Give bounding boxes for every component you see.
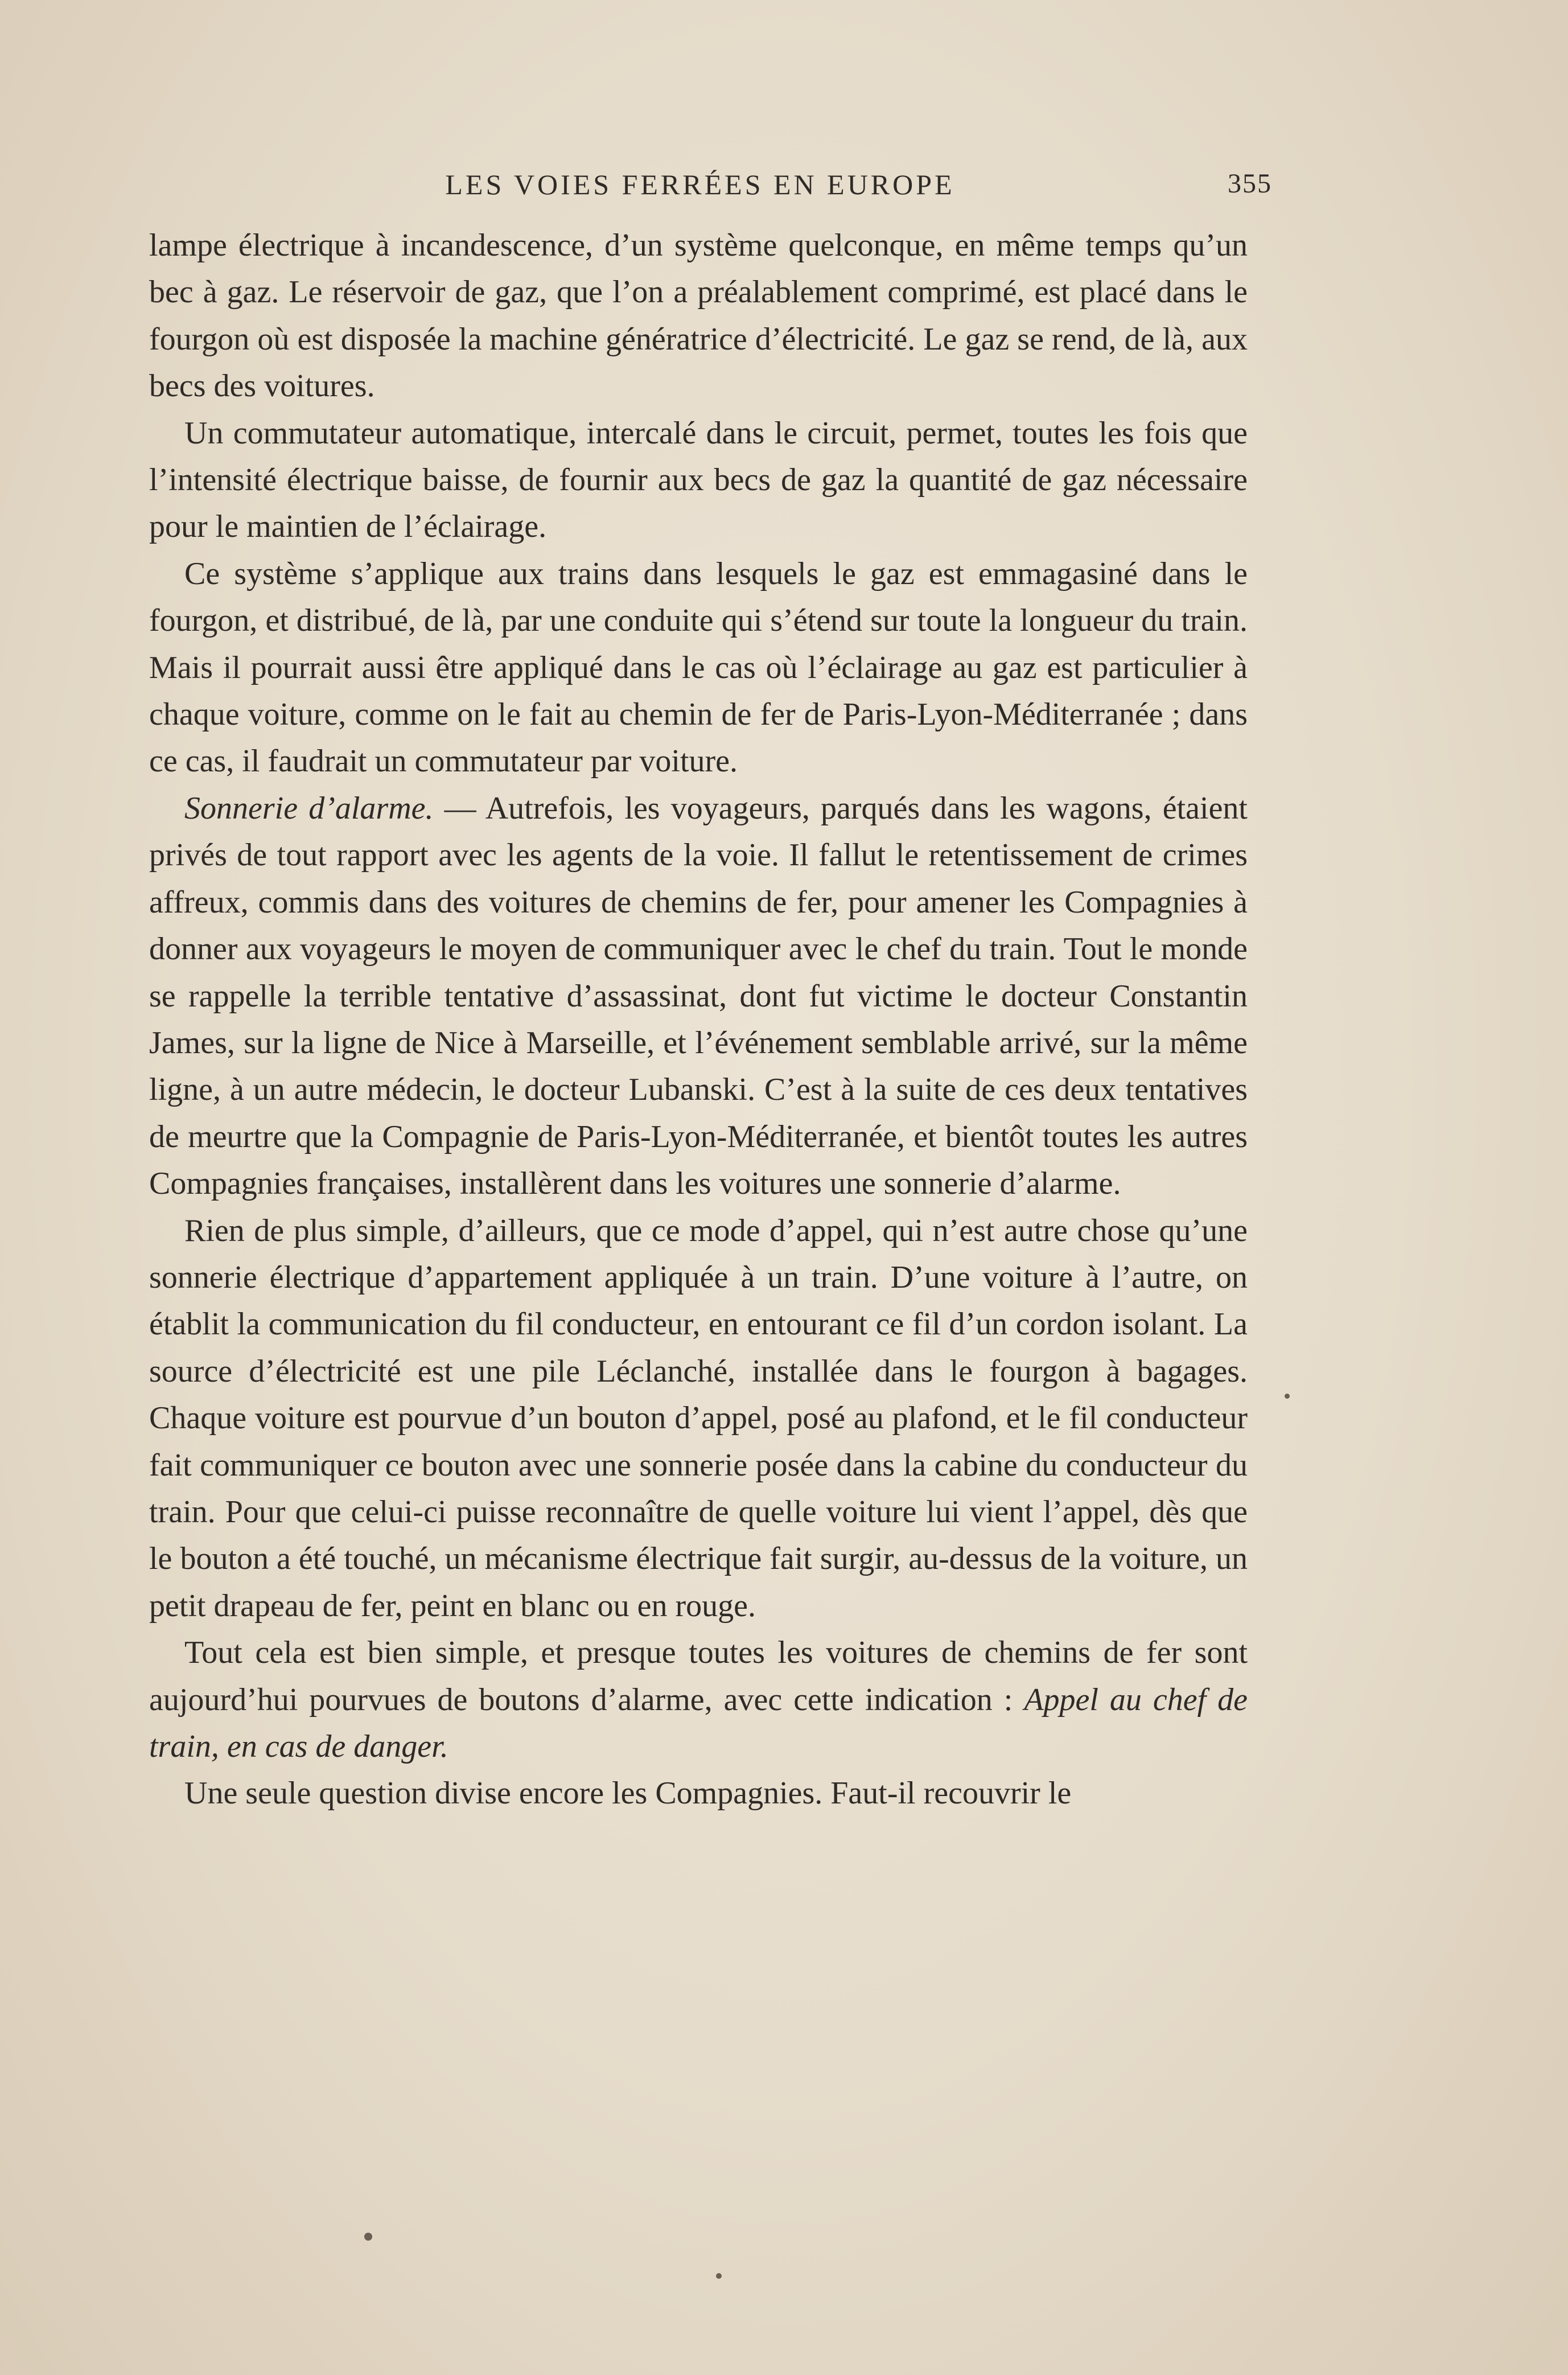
paragraph-4-text: — Autrefois, les voyageurs, parqués dans les wagons, étaient privés de tout rapport avec les agents de la voie. Il fallut le retentissement de crimes affreux, commis dans des voitures de chemins de fer, pour amener les Compagnies à donner aux voyageurs le moyen de communiquer avec le chef du train. Tout le monde se rappelle la terrible tentative d’assassinat, dont fut victime le docteur Constantin James, sur la ligne de Nice à Marseille, et l’événement semblable arrivé, sur la même ligne, à un autre médecin, le docteur Lubanski. C’est à la suite de ces deux tentatives de meurtre que la Compagnie de Paris-Lyon-Méditerranée, et bientôt toutes les autres Compagnies françaises, installèrent dans les voitures une sonnerie d’alarme. [149,790,1248,1202]
paragraph-1: lampe électrique à incandescence, d’un système quelconque, en même temps qu’un bec à gaz. Le réservoir de gaz, que l’on a préalablement comprimé, est placé dans le fourgon où est disposée la machine génératrice d’électricité. Le gaz se rend, de là, aux becs des voitures. [149,228,1248,404]
paragraph-3: Ce système s’applique aux trains dans lesquels le gaz est emmagasiné dans le fourgon, et distribué, de là, par une conduite qui s’étend sur toute la longueur du train. Mais il pourrait aussi être appliqué dans le cas où l’éclairage au gaz est particulier à chaque voiture, comme on le fait au chemin de fer de Paris-Lyon-Méditerranée ; dans ce cas, il faudrait un commutateur par voiture. [149,556,1248,779]
body-text [149,222,1248,1817]
paragraph-6 [149,1629,1248,1770]
paragraph-6-text: Tout cela est bien simple, et presque toutes les voitures de chemins de fer sont aujourd’hui pourvues de boutons d’alarme, avec cette indication : [149,1635,1248,1717]
page-header [151,168,1272,208]
paragraph-4 [149,785,1248,1207]
alarm-indication: Appel au chef de train, en cas de danger. [149,1682,1248,1764]
paper-speck [1285,1394,1290,1399]
running-title: LES VOIES FERRÉES EN EUROPE [445,169,955,200]
paper-speck [364,2233,372,2241]
paper-speck [716,2273,722,2279]
section-heading-sonnerie: Sonnerie d’alarme. [184,790,434,826]
page-number: 355 [1228,169,1272,199]
paragraph-5: Rien de plus simple, d’ailleurs, que ce mode d’appel, qui n’est autre chose qu’une sonnerie électrique d’appartement appliquée à un train. D’une voiture à l’autre, on établit la communication du fil conducteur, en entourant ce fil d’un cordon isolant. La source d’électricité est une pile Léclanché, installée dans le fourgon à bagages. Chaque voiture est pourvue d’un bouton d’appel, posé au plafond, et le fil conducteur fait communiquer ce bouton avec une sonnerie posée dans la cabine du conducteur du train. Pour que celui-ci puisse reconnaître de quelle voiture lui vient l’appel, dès que le bouton a été touché, un mécanisme électrique fait surgir, au-dessus de la voiture, un petit drapeau de fer, peint en blanc ou en rouge. [149,1213,1248,1624]
paragraph-7: Une seule question divise encore les Compagnies. Faut-il recouvrir le [184,1776,1072,1811]
paragraph-2: Un commutateur automatique, intercalé dans le circuit, permet, toutes les fois que l’intensité électrique baisse, de fournir aux becs de gaz la quantité de gaz nécessaire pour le maintien de l’éclairage. [149,415,1248,545]
